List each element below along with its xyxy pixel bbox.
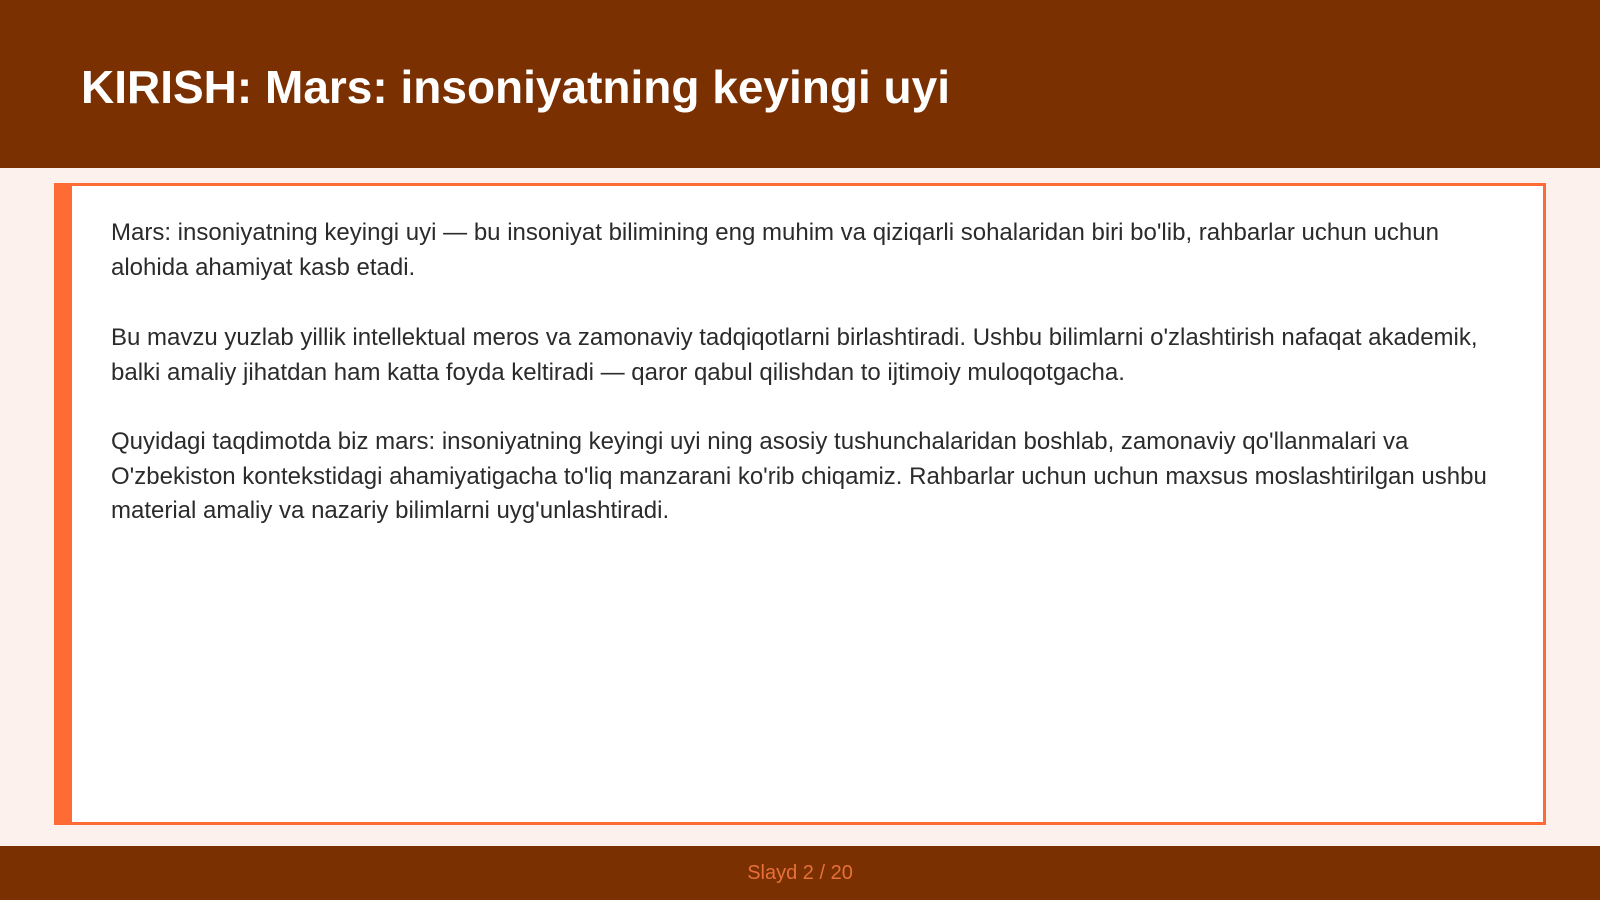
slide-footer <box>0 846 1600 900</box>
slide-header <box>0 0 1600 168</box>
slide-title: KIRISH: Mars: insoniyatning keyingi uyi <box>81 61 951 113</box>
intro-paragraph-3: Quyidagi taqdimotda biz mars: insoniyatning keyingi uyi ning asosiy tushunchalaridan boshlab, zamonaviy qo'llanmalari va O'zbekiston kontekstidagi ahamiyatigacha to'liq manzarani ko'rib chiqamiz. Rahbarlar uchun uchun maxsus moslashtirilgan ushbu material amaliy va nazariy bilimlarni uyg'unlashtiradi. <box>111 428 1487 524</box>
slide-counter: Slayd 2 / 20 <box>747 862 853 884</box>
intro-paragraph-2: Bu mavzu yuzlab yillik intellektual meros va zamonaviy tadqiqotlarni birlashtiradi. Ushbu bilimlarni o'zlashtirish nafaqat akademik, balki amaliy jihatdan ham katta foyda keltiradi — qaror qabul qilishdan to ijtimoiy muloqotgacha. <box>111 324 1478 386</box>
intro-paragraph-1: Mars: insoniyatning keyingi uyi — bu insoniyat bilimining eng muhim va qiziqarli sohalaridan biri bo'lib, rahbarlar uchun uchun alohida ahamiyat kasb etadi. <box>111 219 1439 281</box>
